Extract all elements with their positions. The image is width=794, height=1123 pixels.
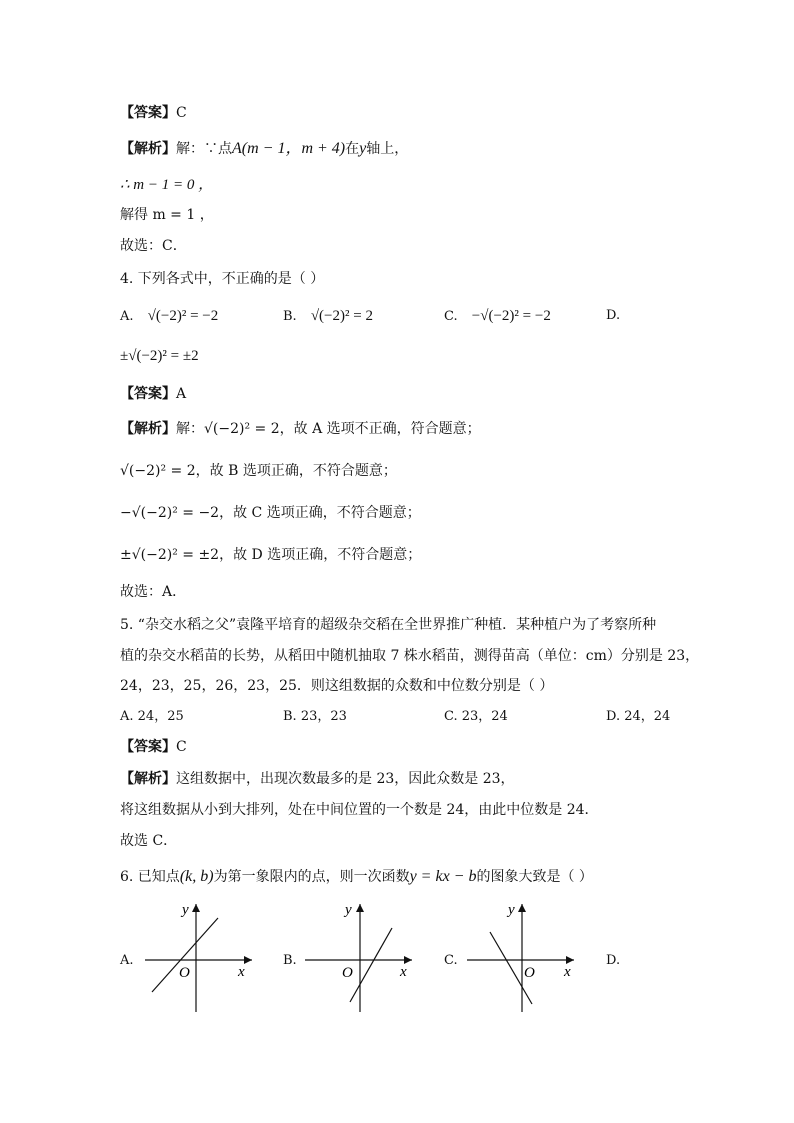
text: 这组数据中，出现次数最多的是 23，因此众数是 23， [176, 771, 515, 787]
q6-option-b-label: B. [283, 953, 297, 968]
y-arrow-icon [356, 904, 364, 912]
q3-answer-line [120, 104, 187, 122]
x-label: x [400, 964, 407, 980]
text: 为第一象限内的点，则一次函数 [213, 869, 410, 885]
answer-value: C [176, 739, 187, 755]
q6-option-a-label: A. [120, 953, 134, 968]
q6-graph-b [300, 898, 420, 1016]
q5-stem-2: 植的杂交水稻苗的长势，从稻田中随机抽取 7 株水稻苗，测得苗高（单位：cm）分别是 23， [120, 648, 700, 664]
q3-line4: 故选：C． [120, 238, 187, 254]
x-arrow-icon [404, 956, 412, 964]
y-arrow-icon [518, 904, 526, 912]
x-label: x [238, 964, 245, 980]
y-arrow-icon [192, 904, 200, 912]
q5-analysis-line-1 [120, 770, 515, 788]
option-expr: √(−2)² = −2 [147, 308, 219, 324]
x-arrow-icon [244, 956, 252, 964]
text: 解：√(−2)² = 2，故 A 选项不正确，符合题意； [176, 421, 481, 437]
y-label: y [508, 902, 515, 918]
answer-tag: 【答案】 [120, 105, 176, 121]
q5-stem-3: 24，23，25，26，23，25．则这组数据的众数和中位数分别是（ ） [120, 678, 554, 694]
q5-analysis-line-2: 将这组数据从小到大排列，处在中间位置的一个数是 24，由此中位数是 24． [120, 802, 599, 818]
y-label: y [182, 902, 189, 918]
analysis-tag: 【解析】 [120, 141, 176, 157]
q3-line2: ∴ m − 1 = 0 ， [120, 177, 214, 193]
analysis-tag: 【解析】 [120, 771, 176, 787]
q4-option-c [444, 307, 551, 326]
q5-option-d: D. 24，24 [606, 709, 671, 724]
q4-option-d-label: D. [606, 308, 621, 323]
q4-option-d-expr: ±√(−2)² = ±2 [120, 348, 199, 364]
math-var: y [359, 140, 367, 157]
origin-label: O [342, 965, 353, 981]
q6-option-c-label: C. [444, 953, 458, 968]
analysis-tag: 【解析】 [120, 421, 176, 437]
q4-stem: 4. 下列各式中，不正确的是（ ） [120, 271, 325, 287]
q4-option-b [283, 307, 373, 326]
q4-analysis-line-3: −√(−2)² = −2，故 C 选项正确，不符合题意； [120, 505, 421, 521]
answer-tag: 【答案】 [120, 739, 176, 755]
q4-option-a [120, 307, 218, 326]
option-label: B. [283, 309, 297, 324]
q6-option-d-label: D. [606, 953, 621, 968]
q5-analysis-line-3: 故选 C． [120, 833, 178, 849]
q6-stem [120, 868, 593, 886]
q4-analysis-line-5: 故选：A． [120, 584, 187, 600]
x-arrow-icon [566, 956, 574, 964]
origin-label: O [524, 965, 535, 981]
y-label: y [345, 902, 352, 918]
text: 在 [345, 141, 360, 157]
answer-tag: 【答案】 [120, 386, 176, 402]
math-point: (k, b) [179, 868, 214, 885]
q5-option-c: C. 23，24 [444, 709, 508, 724]
option-expr: √(−2)² = 2 [310, 308, 373, 324]
origin-label: O [179, 965, 190, 981]
text: 解：∵点 [176, 141, 232, 157]
function-line [350, 928, 392, 1002]
q4-answer-line [120, 385, 186, 403]
q6-graph-c [462, 898, 582, 1016]
text: 轴上， [366, 141, 409, 157]
text: 的图象大致是（ ） [476, 869, 593, 885]
answer-value: A [176, 386, 187, 402]
q5-option-a: A. 24，25 [120, 709, 184, 724]
text: 6. 已知点 [120, 869, 180, 885]
q5-stem-1: 5. “杂交水稻之父”袁隆平培育的超级杂交稻在全世界推广种植．某种植户为了考察所种 [120, 617, 657, 633]
q5-answer-line [120, 738, 187, 756]
q3-analysis-line [120, 140, 408, 158]
q6-graph-a [140, 898, 260, 1016]
x-label: x [564, 964, 571, 980]
q4-analysis-line-4: ±√(−2)² = ±2，故 D 选项正确，不符合题意； [120, 547, 422, 563]
option-label: C. [444, 309, 458, 324]
option-label: A. [120, 309, 134, 324]
q4-analysis-line-2: √(−2)² = 2，故 B 选项正确，不符合题意； [120, 463, 397, 479]
option-expr: −√(−2)² = −2 [471, 308, 551, 324]
q4-analysis-line-1 [120, 420, 481, 438]
answer-value: C [176, 105, 187, 121]
math-point: A(m − 1，m + 4) [232, 140, 346, 157]
q3-line3: 解得 m = 1 ， [120, 207, 214, 223]
q5-option-b: B. 23，23 [283, 709, 347, 724]
math-function: y = kx − b [409, 868, 477, 885]
